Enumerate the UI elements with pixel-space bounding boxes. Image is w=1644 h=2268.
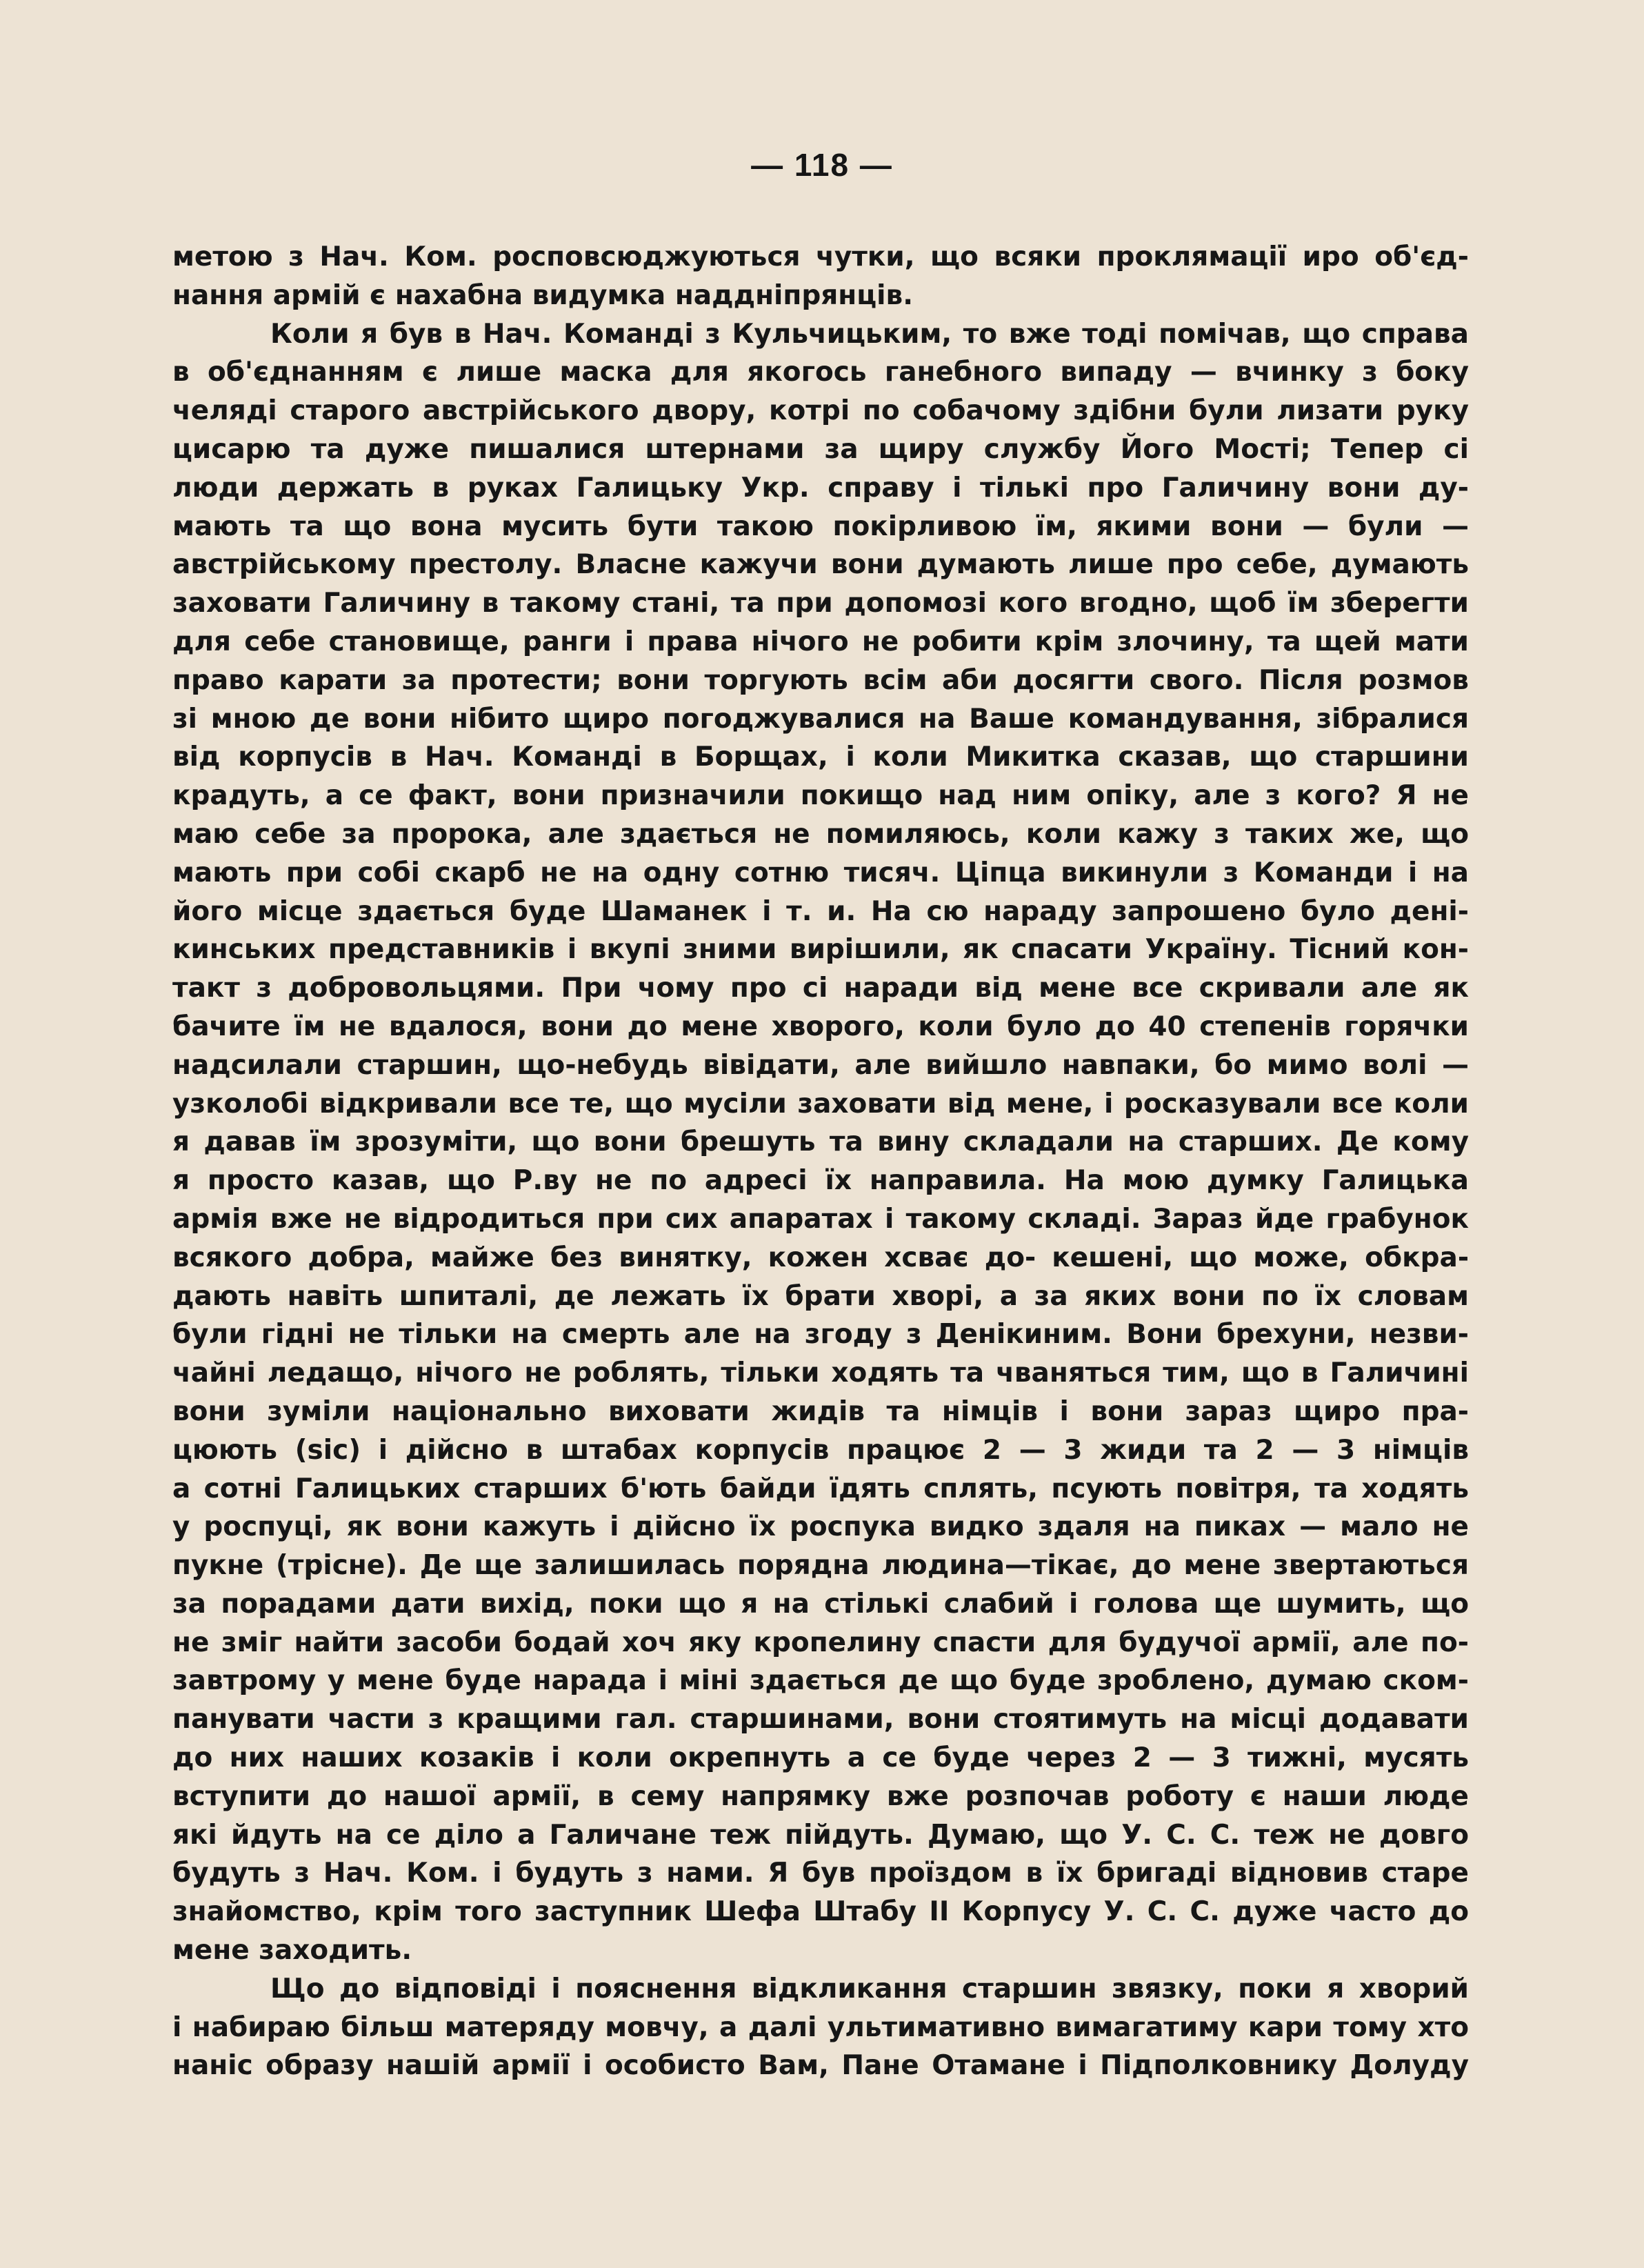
text-line: не зміг найти засоби бодай хоч яку кропелину спасти для будучої армії, але по-: [172, 1627, 1469, 1658]
text-line: вони зуміли національно виховати жидів та німців і вони зараз щиро пра-: [172, 1395, 1469, 1427]
text-line: а сотні Галицьких старших б'ють байди їдять сплять, псують повітря, та ходять: [172, 1473, 1469, 1504]
text-line: цисарю та дуже пишалися штернами за щиру службу Його Мості; Тепер сі: [172, 433, 1469, 465]
text-line: чайні ледащо, нічого не роблять, тільки ходять та чваняться тим, що в Галичині: [172, 1357, 1469, 1389]
text-line: цюють (sic) і дійсно в штабах корпусів працює 2 — 3 жиди та 2 — 3 німців: [172, 1434, 1469, 1466]
page-number: — 118 —: [751, 147, 893, 183]
text-line: мають та що вона мусить бути такою покірливою їм, якими вони — були —: [172, 510, 1469, 542]
text-line: наніс образу нашій армії і особисто Вам, Пане Отамане і Підполковнику Долуду: [172, 2050, 1469, 2082]
text-line: будуть з Нач. Ком. і будуть з нами. Я був проїздом в їх бригаді відновив старе: [172, 1858, 1469, 1889]
text-line: мають при собі скарб не на одну сотню тисяч. Ціпца викинули з Команди і на: [172, 857, 1469, 888]
text-line: його місце здається буде Шаманек і т. и. На сю нараду запрошено було дені-: [172, 895, 1469, 927]
text-line: пукне (трісне). Де ще залишилась порядна людина—тікає, до мене звертаються: [172, 1550, 1469, 1582]
text-line: завтрому у мене буде нарада і міні здається де що буде зроблено, думаю ском-: [172, 1665, 1469, 1697]
text-line: і набираю більш матеряду мовчу, а далі ультимативно вимагатиму кари тому хто: [172, 2011, 1469, 2043]
text-line: були гідні не тільки на смерть але на згоду з Денікиним. Вони брехуни, незви-: [172, 1319, 1469, 1351]
body-text: [172, 238, 1469, 2085]
text-line: я просто казав, що Р.ву не по адресі їх направила. На мою думку Галицька: [172, 1165, 1469, 1197]
text-line: Коли я був в Нач. Команді з Кульчицьким, то вже тоді помічав, що справа: [270, 318, 1469, 350]
text-line: зі мною де вони нібито щиро погоджувалися на Ваше командування, зібралися: [172, 703, 1469, 735]
text-line: мене заходить.: [172, 1935, 412, 1967]
text-line: кинських представників і вкупі зними вирішили, як спасати Україну. Тісний кон-: [172, 934, 1469, 966]
text-line: бачите їм не вдалося, вони до мене хворого, коли було до 40 степенів горячки: [172, 1011, 1469, 1042]
text-line: від корпусів в Нач. Команді в Борщах, і коли Микитка сказав, що старшини: [172, 742, 1469, 773]
text-line: челяді старого австрійського двору, котрі по собачому здібни були лизати руку: [172, 395, 1469, 427]
text-line: крадуть, а се факт, вони призначили покищо над ним опіку, але з кого? Я не: [172, 780, 1469, 812]
text-line: вступити до нашої армії, в сему напрямку вже розпочав роботу є наши люде: [172, 1780, 1469, 1812]
text-line: право карати за протести; вони торгують всім аби досягти свого. Після розмов: [172, 664, 1469, 696]
text-line: метою з Нач. Ком. росповсюджуються чутки, що всяки проклямації иро об'єд-: [172, 241, 1469, 272]
text-line: австрійському престолу. Власне кажучи вони думають лише про себе, думають: [172, 549, 1469, 581]
text-line: надсилали старшин, що-небудь вівідати, але вийшло навпаки, бо мимо волі —: [172, 1049, 1469, 1081]
text-line: для себе становище, ранги і права нічого не робити крім злочину, та щей мати: [172, 626, 1469, 657]
text-line: я давав їм зрозуміти, що вони брешуть та вину складали на старших. Де кому: [172, 1126, 1469, 1158]
text-line: панувати части з кращими гал. старшинами, вони стоятимуть на місці додавати: [172, 1704, 1469, 1735]
text-line: які йдуть на се діло а Галичане теж пійдуть. Думаю, що У. С. С. теж не довго: [172, 1819, 1469, 1851]
text-line: дають навіть шпиталі, де лежать їх брати хворі, а за яких вони по їх словам: [172, 1280, 1469, 1312]
text-line: всякого добра, майже без винятку, кожен хсває до- кешені, що може, обкра-: [172, 1242, 1469, 1273]
text-line: у роспуці, як вони кажуть і дійсно їх роспука видко здаля на пиках — мало не: [172, 1511, 1469, 1543]
text-line: маю себе за пророка, але здається не помиляюсь, коли кажу з таких же, що: [172, 818, 1469, 850]
text-line: Що до відповіді і пояснення відкликання старшин звязку, поки я хворий: [270, 1973, 1469, 2005]
text-line: за порадами дати вихід, поки що я на стількі слабий і голова ще шумить, що: [172, 1588, 1469, 1620]
text-line: нання армій є нахабна видумка наддніпрянців.: [172, 279, 914, 311]
text-line: в об'єднанням є лише маска для якогось ганебного випаду — вчинку з боку: [172, 357, 1469, 388]
text-line: армія вже не відродиться при сих апаратах і такому складі. Зараз йде грабунок: [172, 1203, 1469, 1235]
text-line: люди держать в руках Галицьку Укр. справу і тількі про Галичину вони ду-: [172, 472, 1469, 504]
text-line: до них наших козаків і коли окрепнуть а се буде через 2 — 3 тижні, мусять: [172, 1742, 1469, 1774]
text-line: заховати Галичину в такому стані, та при допомозі кого вгодно, щоб їм зберегти: [172, 588, 1469, 619]
text-line: узколобі відкривали все те, що мусіли заховати від мене, і росказували все коли: [172, 1088, 1469, 1120]
text-line: такт з добровольцями. При чому про сі наради від мене все скривали але як: [172, 973, 1469, 1004]
text-line: знайомство, крім того заступник Шефа Штабу ІІ Корпусу У. С. С. дуже часто до: [172, 1896, 1469, 1928]
